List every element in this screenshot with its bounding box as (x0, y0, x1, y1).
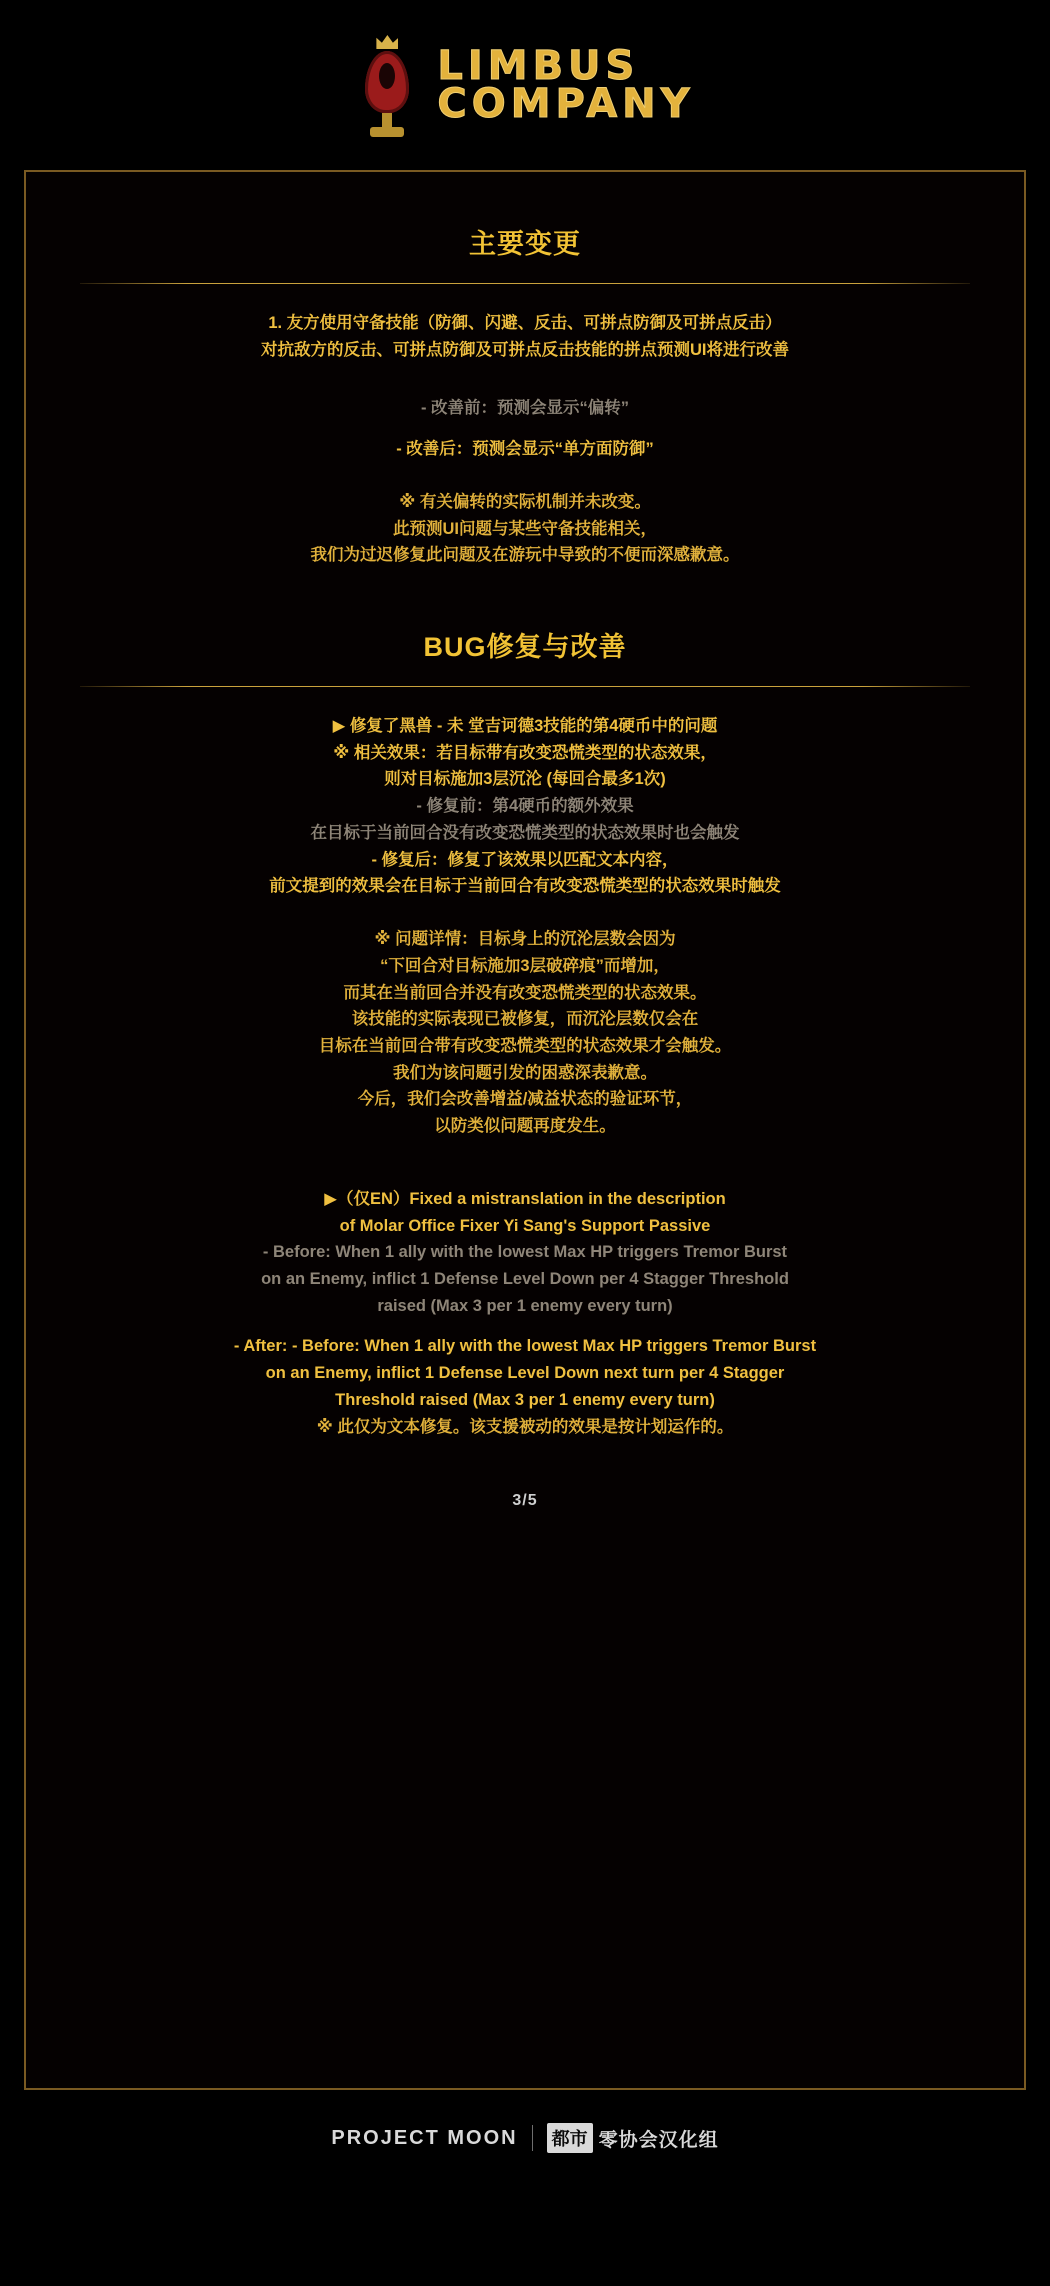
entry2-heading-line-1: ▶（仅EN）Fixed a mistranslation in the description (324, 1189, 726, 1208)
entry1-before-body: 在目标于当前回合没有改变恐慌类型的状态效果时也会触发 (310, 823, 740, 842)
translation-group-name: 零协会汉化组 (598, 2129, 719, 2151)
entry1-detail-1: ※ 问题详情：目标身上的沉沦层数会因为 (374, 930, 676, 949)
footer (0, 2090, 1050, 2186)
bugfix-entry-2 (66, 1186, 984, 1440)
entry1-detail-2: “下回合对目标施加3层破碎痕”而增加， (380, 956, 670, 975)
entry1-heading: ▶ 修复了黑兽 - 未 堂吉诃德3技能的第4硬币中的问题 (332, 717, 718, 736)
entry1-effect-line-2: 则对目标施加3层沉沦 (每回合最多1次) (384, 770, 666, 789)
footer-divider (532, 2125, 533, 2151)
entry1-after-body: 前文提到的效果会在目标于当前回合有改变恐慌类型的状态效果时触发 (269, 877, 781, 896)
entry2-after-line-1: - After: - Before: When 1 ally with the lowest Max HP triggers Tremor Burst (233, 1337, 817, 1356)
entry2-after-line-3: Threshold raised (Max 3 per 1 enemy every turn) (335, 1390, 715, 1409)
main-changes-after: - 改善后：预测会显示“单方面防御” (396, 440, 654, 459)
divider-main-changes (80, 283, 970, 284)
main-changes-before: - 改善前：预测会显示“偏转” (420, 399, 630, 418)
entry2-before-line-1: - Before: When 1 ally with the lowest Max HP triggers Tremor Burst (262, 1243, 788, 1262)
entry1-detail-8: 以防类似问题再度发生。 (434, 1117, 616, 1136)
project-moon-wordmark: PROJECT MOON (331, 2126, 518, 2149)
translation-group-badge: 都市 (547, 2123, 593, 2153)
entry2-note: ※ 此仅为文本修复。该支援被动的效果是按计划运作的。 (316, 1417, 734, 1436)
entry1-detail-3: 而其在当前回合并没有改变恐慌类型的状态效果。 (343, 983, 707, 1002)
main-changes-note-1: ※ 有关偏转的实际机制并未改变。 (399, 492, 651, 511)
entry1-detail-7: 今后，我们会改善增益/减益状态的验证环节， (357, 1090, 693, 1109)
main-changes-item-1 (66, 310, 984, 363)
main-changes-note-3: 我们为过迟修复此问题及在游玩中导致的不便而深感歉意。 (310, 546, 740, 565)
main-changes-title: 主要变更 (469, 229, 581, 259)
entry1-detail-6: 我们为该问题引发的困惑深表歉意。 (393, 1063, 657, 1082)
bugfix-title: BUG修复与改善 (423, 632, 627, 663)
patch-notes-panel (24, 170, 1026, 2090)
entry1-detail-5: 目标在当前回合带有改变恐慌类型的状态效果才会触发。 (318, 1036, 732, 1055)
page-number: 3/5 (512, 1492, 538, 1510)
entry1-detail-4: 该技能的实际表现已被修复，而沉沦层数仅会在 (351, 1010, 699, 1029)
item1-line2: 对抗敌方的反击、可拼点防御及可拼点反击技能的拼点预测UI将进行改善 (261, 340, 789, 359)
entry1-effect-line-1: ※ 相关效果：若目标带有改变恐慌类型的状态效果， (333, 743, 717, 762)
translation-group-mark (547, 2123, 719, 2153)
item1-line1: 1. 友方使用守备技能（防御、闪避、反击、可拼点防御及可拼点反击） (268, 314, 782, 332)
divider-bugfix (80, 686, 970, 687)
entry1-before-label: - 修复前：第4硬币的额外效果 (416, 797, 634, 816)
bugfix-entry-1 (66, 713, 984, 1140)
entry2-before-line-2: on an Enemy, inflict 1 Defense Level Down per 4 Stagger Threshold (261, 1269, 789, 1288)
logo-line-2: COMPANY (437, 81, 695, 127)
entry2-after-line-2: on an Enemy, inflict 1 Defense Level Down next turn per 4 Stagger (265, 1364, 785, 1383)
entry2-heading-line-2: of Molar Office Fixer Yi Sang's Support Passive (339, 1216, 711, 1235)
entry1-after-label: - 修复后：修复了该效果以匹配文本内容， (371, 850, 679, 869)
logo-wordmark (437, 42, 695, 127)
entry2-before-line-3: raised (Max 3 per 1 enemy every turn) (377, 1296, 673, 1315)
limbus-emblem-icon (355, 33, 419, 137)
logo-line-1: LIMBUS (437, 42, 640, 89)
app-logo (0, 0, 1050, 170)
main-changes-note-2: 此预测UI问题与某些守备技能相关， (393, 519, 657, 538)
